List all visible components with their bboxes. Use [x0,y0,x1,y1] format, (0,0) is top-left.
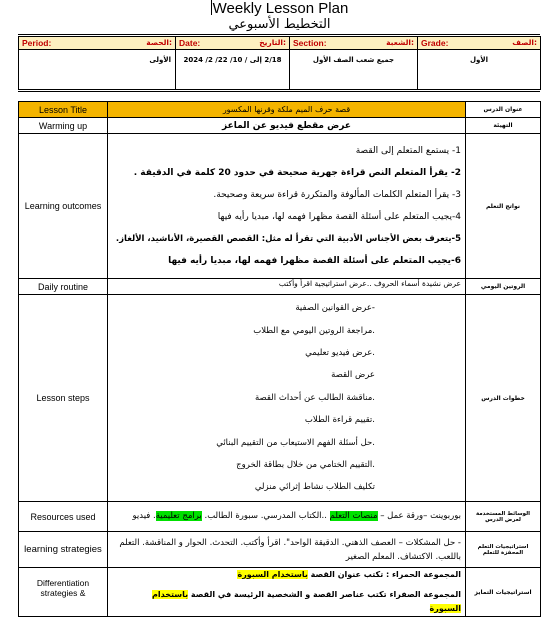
lesson-steps-list [108,295,466,502]
differentiation-value [108,568,466,617]
lesson-step-item: .التقييم الختامي من خلال بطاقة الخروج [236,460,375,471]
resources-text: . فيديو [132,511,156,521]
lesson-step-item: .حل أسئلة الفهم الاستيعاب من التقييم البنائي [216,437,375,448]
learning-outcome-item: 1- يستمع المتعلم إلى القصة [355,146,461,156]
yellow-group-highlight: السبورة [429,604,461,613]
differentiation-yellow-group [112,588,461,602]
learning-strategies-value: - حل المشكلات – العصف الذهني. الدقيقة الواحد". اقرأ وأكتب. التحدث. الحوار و المناقشة. التعلم باللعب. الاكتشاف. المعلم الصغير [108,532,466,568]
text-cursor [211,0,212,15]
lesson-step-item: عرض القصة [331,370,375,381]
period-label-ar: الحصة: [146,38,172,47]
header-table [18,36,541,90]
warming-up-label-en: Warming up [19,118,108,134]
daily-routine-value: عرض نشيدة أسماء الحروف ..عرض استراتيجية اقرأ وأكتب [108,279,466,295]
learning-outcome-item: 4-يجيب المتعلم على أسئلة القصة مظهرا فهمه لها، مبديا رأيه فيها [217,212,461,222]
lesson-step-item: تكليف الطلاب نشاط إثرائي منزلي [254,482,375,493]
lesson-title-value: قصة حرف الميم ملكة وقرنها المكسور [108,102,466,118]
learning-outcomes-label-ar: نواتج التعلم [466,134,541,279]
lesson-steps-row [19,295,541,502]
lesson-title-label-ar: عنوان الدرس [466,102,541,118]
lesson-step-item: -عرض القوانين الصفية [295,303,375,314]
lesson-step-item: .مراجعة الروتين اليومي مع الطلاب [253,325,375,336]
resources-highlight-green: منصات التعلم [329,511,378,521]
date-label-ar: التاريخ: [259,38,286,47]
lesson-steps-label-en: Lesson steps [19,295,108,502]
differentiation-label-en: Differentiation strategies & [19,568,108,617]
header-bottom-rule [18,89,540,92]
section-label-en: Section: [293,38,327,48]
period-value: الأولى [19,50,176,90]
resources-row [19,502,541,532]
period-label-en: Period: [22,38,52,48]
lesson-step-item: .مناقشة الطالب عن أحداث القصة [254,392,375,403]
date-label-cell [176,37,290,50]
lesson-step-item: .عرض فيديو تعليمي [305,347,375,358]
section-label-cell [290,37,418,50]
learning-outcome-item: 5-يتعرف بعض الأجناس الأدبية التي تقرأ له مثل: القصص القصيرة، الأناشيد، الألغاز. [115,234,461,244]
lesson-plan-table [18,101,541,617]
resources-label-en: Resources used [19,502,108,532]
warming-up-label-ar: التهيئة [466,118,541,134]
period-label-cell [19,37,176,50]
page-title-english [0,0,559,17]
grade-value: الأول [418,50,541,90]
red-group-text: المجموعة الحمراء : تكتب عنوان القصة [307,570,461,579]
learning-strategies-label-ar: استراتيجيات التعلم المحفزة للتعلم [466,532,541,568]
differentiation-yellow-group-cont [112,602,461,616]
learning-outcome-item: 6-يجيب المتعلم على أسئلة القصة مظهرا فهمه لها، مبديا رأيه فيها [168,256,461,266]
learning-outcomes-row [19,134,541,279]
differentiation-label-ar: استراتيجيات التمايز [466,568,541,617]
resources-value [108,502,466,532]
page-title-arabic: التخطيط الأسبوعي [228,17,331,32]
learning-outcomes-label-en: Learning outcomes [19,134,108,279]
daily-routine-label-en: Daily routine [19,279,108,295]
date-label-en: Date: [179,38,201,48]
differentiation-red-group [112,568,461,582]
grade-label-cell [418,37,541,50]
lesson-steps-label-ar: خطوات الدرس [466,295,541,502]
daily-routine-row [19,279,541,295]
lesson-title-label-en: Lesson Title [19,102,108,118]
learning-outcome-item: 2- يقرأ المتعلم النص قراءة جهرية صحيحة في حدود 20 كلمة في الدقيقة . [133,168,461,178]
date-value: 2/18 إلى / 10/ 22/ 2/ 2024 [176,50,290,90]
section-value: جميع شعب الصف الأول [290,50,418,90]
warming-up-value: عرض مقطع فيديو عن الماعز [108,118,466,134]
learning-strategies-label-en: learning strategies [19,532,108,568]
warming-up-row [19,118,541,134]
grade-label-en: Grade: [421,38,449,48]
learning-outcomes-list [108,134,466,279]
resources-text: بوربوينت –ورقة عمل – [377,511,461,521]
yellow-group-text: المجموعة الصفراء تكتب عناصر القصة و الشخصية الرئيسة في القصة [188,590,461,599]
daily-routine-label-ar: الروتين اليومي [466,279,541,295]
learning-strategies-row [19,532,541,568]
yellow-group-highlight: باستخدام [151,590,189,599]
grade-label-ar: الصف: [512,38,537,47]
resources-text: ..الكتاب المدرسي. سبورة الطالب. [201,511,330,521]
resources-label-ar: الوسائط المستخدمة لعرض الدرس [466,502,541,532]
title-en-text: Weekly Lesson Plan [212,0,349,17]
resources-highlight-green: برامج تعليمية [155,511,202,521]
learning-outcome-item: 3- يقرأ المتعلم الكلمات المألوفة والمتكررة قراءة سريعة وصحيحة. [213,190,461,200]
lesson-step-item: .تقييم قراءة الطلاب [304,415,375,426]
lesson-title-row [19,102,541,118]
red-group-highlight: باستخدام السبورة [237,570,308,579]
section-label-ar: الشعبة: [386,38,414,47]
differentiation-row [19,568,541,617]
